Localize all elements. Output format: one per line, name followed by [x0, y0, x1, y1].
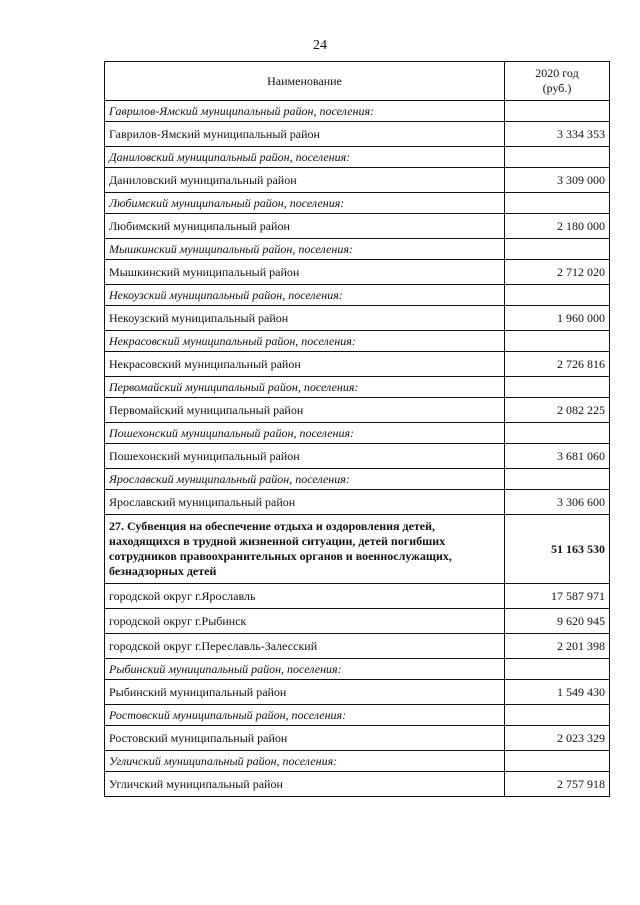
row-amount — [505, 469, 610, 490]
table-row — [105, 168, 610, 193]
row-name: Некоузский муниципальный район, поселения: — [105, 285, 505, 306]
row-amount: 3 334 353 — [505, 122, 610, 147]
row-name: Угличский муниципальный район — [105, 772, 505, 797]
row-amount: 1 549 430 — [505, 680, 610, 705]
row-name: Пошехонский муниципальный район — [105, 444, 505, 469]
table-row — [105, 490, 610, 515]
row-name: городской округ г.Ярославль — [105, 584, 505, 609]
row-name: Гаврилов-Ямский муниципальный район — [105, 122, 505, 147]
row-amount — [505, 705, 610, 726]
row-amount — [505, 331, 610, 352]
row-name: Даниловский муниципальный район — [105, 168, 505, 193]
row-name: Первомайский муниципальный район, поселения: — [105, 377, 505, 398]
row-name: Ростовский муниципальный район — [105, 726, 505, 751]
row-amount — [505, 285, 610, 306]
table-row — [105, 584, 610, 609]
group-heading-row — [105, 751, 610, 772]
column-header-year — [505, 62, 610, 101]
row-name: Некоузский муниципальный район — [105, 306, 505, 331]
row-name: Любимский муниципальный район — [105, 214, 505, 239]
row-name: Пошехонский муниципальный район, поселения: — [105, 423, 505, 444]
page-number: 24 — [313, 38, 327, 53]
row-amount: 1 960 000 — [505, 306, 610, 331]
group-heading-row — [105, 193, 610, 214]
row-amount: 51 163 530 — [505, 515, 610, 584]
table-row — [105, 214, 610, 239]
row-amount — [505, 377, 610, 398]
table-row — [105, 352, 610, 377]
row-name: 27. Субвенция на обеспечение отдыха и оздоровления детей, находящихся в трудной жизненной ситуации, детей погибших сотрудников правоохранительных органов и военнослужащих, безнадзорных детей — [105, 515, 505, 584]
group-heading-row — [105, 239, 610, 260]
row-name: Мышкинский муниципальный район — [105, 260, 505, 285]
row-amount: 3 681 060 — [505, 444, 610, 469]
table-row — [105, 122, 610, 147]
row-amount: 2 726 816 — [505, 352, 610, 377]
table-row — [105, 306, 610, 331]
group-heading-row — [105, 469, 610, 490]
row-name: Ростовский муниципальный район, поселения: — [105, 705, 505, 726]
row-amount — [505, 193, 610, 214]
column-header-year-label: 2020 год — [535, 66, 579, 80]
row-amount: 3 306 600 — [505, 490, 610, 515]
group-heading-row — [105, 285, 610, 306]
table-row — [105, 680, 610, 705]
row-amount: 3 309 000 — [505, 168, 610, 193]
row-amount: 2 082 225 — [505, 398, 610, 423]
budget-table — [104, 61, 610, 797]
row-name: городской округ г.Переславль-Залесский — [105, 634, 505, 659]
row-amount: 9 620 945 — [505, 609, 610, 634]
row-amount — [505, 751, 610, 772]
row-amount: 2 201 398 — [505, 634, 610, 659]
row-name: Некрасовский муниципальный район — [105, 352, 505, 377]
group-heading-row — [105, 147, 610, 168]
row-amount: 2 023 329 — [505, 726, 610, 751]
column-header-year-unit: (руб.) — [542, 81, 572, 95]
table-row — [105, 444, 610, 469]
table-row — [105, 260, 610, 285]
row-name: Ярославский муниципальный район, поселения: — [105, 469, 505, 490]
group-heading-row — [105, 377, 610, 398]
row-amount — [505, 147, 610, 168]
row-name: Рыбинский муниципальный район — [105, 680, 505, 705]
column-header-name: Наименование — [105, 62, 505, 101]
row-name: Любимский муниципальный район, поселения: — [105, 193, 505, 214]
group-heading-row — [105, 331, 610, 352]
row-name: городской округ г.Рыбинск — [105, 609, 505, 634]
row-name: Мышкинский муниципальный район, поселения: — [105, 239, 505, 260]
group-heading-row — [105, 705, 610, 726]
table-header-row — [105, 62, 610, 101]
row-name: Первомайский муниципальный район — [105, 398, 505, 423]
table-body — [105, 101, 610, 797]
group-heading-row — [105, 423, 610, 444]
row-amount — [505, 239, 610, 260]
table-row — [105, 634, 610, 659]
row-name: Некрасовский муниципальный район, поселения: — [105, 331, 505, 352]
table-row — [105, 609, 610, 634]
row-name: Рыбинский муниципальный район, поселения: — [105, 659, 505, 680]
row-name: Гаврилов-Ямский муниципальный район, поселения: — [105, 101, 505, 122]
row-amount — [505, 659, 610, 680]
group-heading-row — [105, 659, 610, 680]
section-total-row — [105, 515, 610, 584]
row-amount: 2 757 918 — [505, 772, 610, 797]
table-row — [105, 398, 610, 423]
row-amount — [505, 423, 610, 444]
row-name: Угличский муниципальный район, поселения: — [105, 751, 505, 772]
group-heading-row — [105, 101, 610, 122]
row-amount — [505, 101, 610, 122]
row-amount: 17 587 971 — [505, 584, 610, 609]
row-name: Даниловский муниципальный район, поселения: — [105, 147, 505, 168]
table-row — [105, 772, 610, 797]
row-amount: 2 180 000 — [505, 214, 610, 239]
table-row — [105, 726, 610, 751]
row-name: Ярославский муниципальный район — [105, 490, 505, 515]
row-amount: 2 712 020 — [505, 260, 610, 285]
